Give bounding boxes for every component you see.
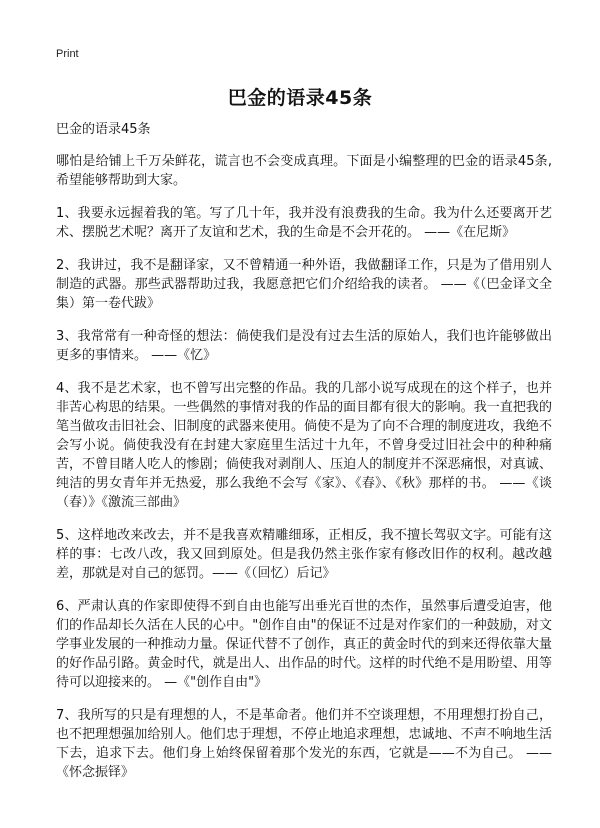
page-title: 巴金的语录45条 [227,87,373,109]
article-intro: 哪怕是给铺上千万朵鲜花，谎言也不会变成真理。下面是小编整理的巴金的语录45条,希望能够帮助到大家。 [56,154,552,188]
quote-paragraph-5: 5、这样地改来改去，并不是我喜欢精雕细琢，正相反，我不擅长驾驭文字。可能有这样的事：七改八改，我又回到原处。但是我仍然主张作家有修改旧作的权利。越改越差，那就是对自己的惩罚。——《（回忆）后记》 [56,528,552,581]
quote-paragraph-2: 2、我讲过，我不是翻译家，又不曾精通一种外语，我做翻译工作，只是为了借用别人制造的武器。那些武器帮助过我，我愿意把它们介绍给我的读者。 ——《（巴金译文全集）第一卷代跋》 [56,258,552,311]
print-link[interactable]: Print [56,48,79,60]
quote-paragraph-6: 6、严肃认真的作家即使得不到自由也能写出垂光百世的杰作，虽然事后遭受迫害，他们的作品却长久活在人民的心中。"创作自由"的保证不过是对作家们的一种鼓励，对文学事业发展的一种推动力量。保证代替不了创作，真正的黄金时代的到来还得依靠大量的好作品引路。黄金时代，就是出人、出作品的时代。这样的时代绝不是用盼望、用等待可以迎接来的。 —《"创作自由"》 [56,599,552,690]
quote-paragraph-7: 7、我所写的只是有理想的人，不是革命者。他们并不空谈理想，不用理想打扮自己，也不把理想强加给别人。他们忠于理想，不停止地追求理想，忠诚地、不声不响地生活下去，追求下去。他们身上始终保留着那个发光的东西，它就是——不为自己。 ——《怀念振铎》 [56,708,552,780]
article-body [56,120,552,796]
quote-paragraph-1: 1、我要永远握着我的笔。写了几十年，我并没有浪费我的生命。我为什么还要离开艺术、摆脱艺术呢？离开了友谊和艺术，我的生命是不会开花的。 ——《在尼斯》 [56,206,552,240]
quote-paragraph-4: 4、我不是艺术家，也不曾写出完整的作品。我的几部小说写成现在的这个样子，也并非苦心构思的结果。一些偶然的事情对我的作品的面目都有很大的影响。我一直把我的笔当做攻击旧社会、旧制度的武器来使用。倘使不是为了向不合理的制度进攻，我绝不会写小说。倘使我没有在封建大家庭里生活过十九年，不曾身受过旧社会中的种种痛苦，不曾目睹人吃人的惨剧；倘使我对剥削人、压迫人的制度并不深恶痛恨，对真诚、纯洁的男女青年并无热爱，那么我绝不会写《家》、《春》、《秋》那样的书。 ——《谈（春）》《激流三部曲》 [56,381,552,510]
quote-paragraph-3: 3、我常常有一种奇怪的想法：倘使我们是没有过去生活的原始人，我们也许能够做出更多的事情来。 ——《忆》 [56,329,552,363]
article-subtitle: 巴金的语录45条 [56,122,151,137]
